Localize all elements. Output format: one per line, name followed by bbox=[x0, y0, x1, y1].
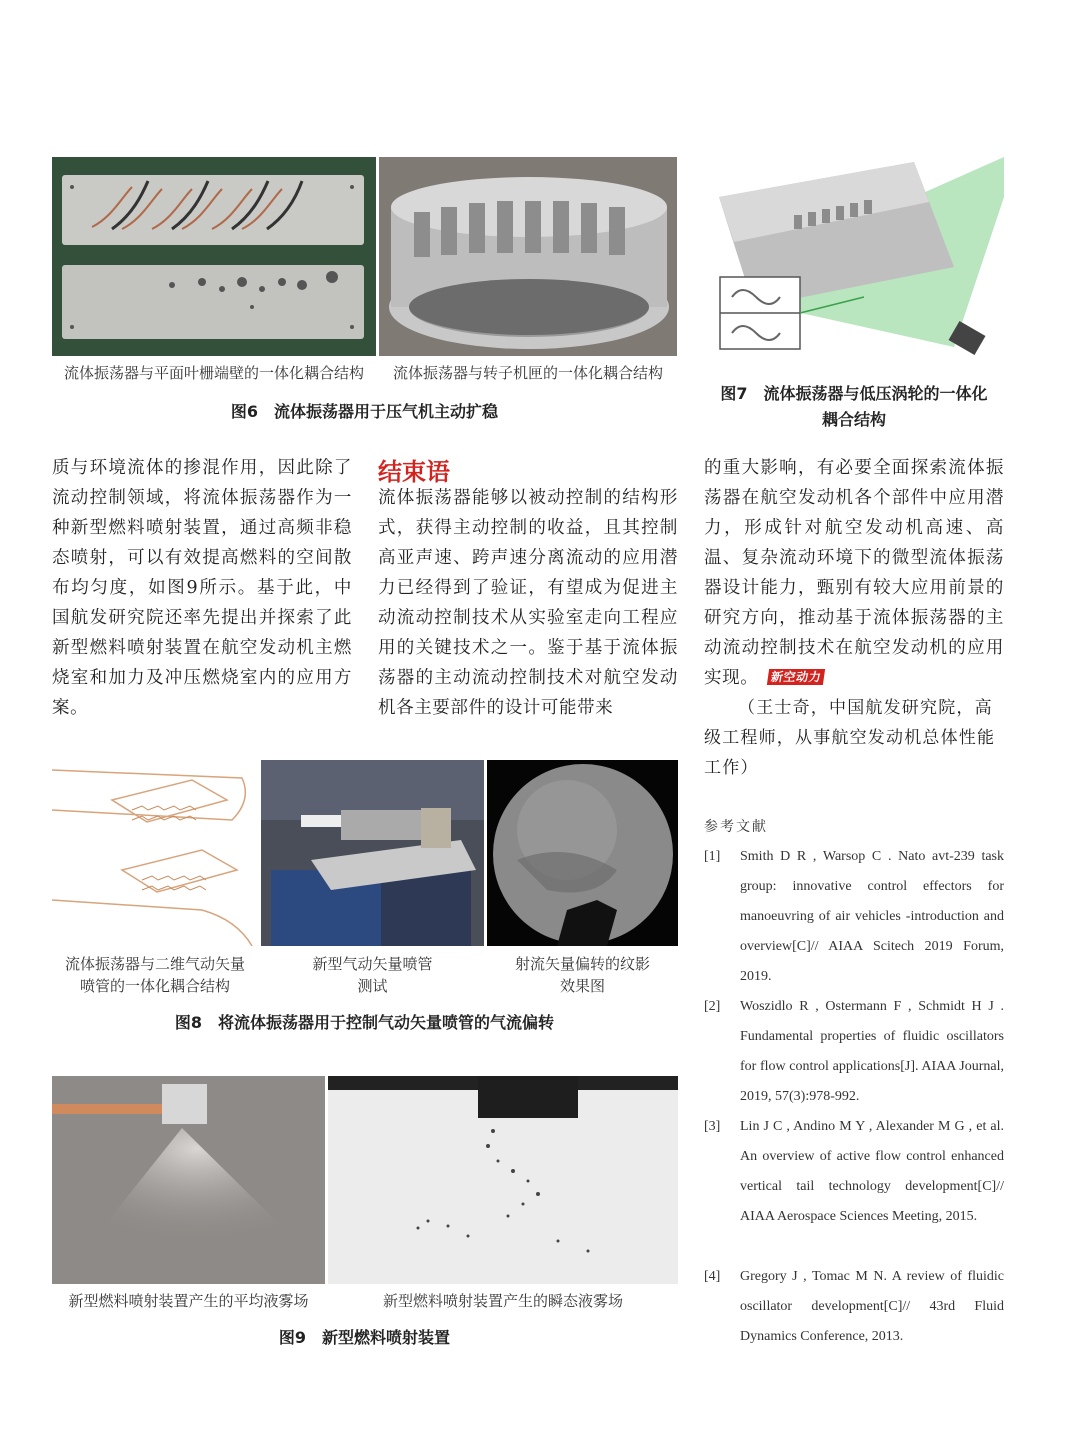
reference-item bbox=[704, 1112, 1004, 1232]
fig6-left-photo bbox=[52, 157, 376, 356]
fig6-right-photo bbox=[379, 157, 677, 356]
fig8-caption-1-line1: 流体振荡器与二维气动矢量 bbox=[64, 955, 245, 973]
fig7-image bbox=[714, 157, 1004, 372]
author-note: （王士奇，中国航发研究院，高级工程师，从事航空发动机总体性能工作） bbox=[704, 698, 996, 778]
fig8-caption-3-line2: 效果图 bbox=[559, 977, 605, 995]
reference-text: Lin J C , Andino M Y , Alexander M G , et al. An overview of active flow control enhanced vertical tail technology development[C]// AIAA Aerospace Sciences Meeting, 2015. bbox=[740, 1119, 1004, 1224]
column3-text bbox=[704, 453, 1004, 693]
fig8-caption-2-line1: 新型气动矢量喷管 bbox=[312, 955, 433, 973]
fig8-title: 图8 将流体振荡器用于控制气动矢量喷管的气流偏转 bbox=[174, 1013, 555, 1032]
fig7-title-line1: 图7 流体振荡器与低压涡轮的一体化 bbox=[720, 384, 988, 403]
fig6-right-caption: 流体振荡器与转子机匣的一体化耦合结构 bbox=[392, 364, 663, 382]
fig8-right-schlieren bbox=[487, 760, 678, 946]
fig9-right-photo bbox=[328, 1076, 678, 1284]
fig9-right-caption: 新型燃料喷射装置产生的瞬态液雾场 bbox=[382, 1292, 623, 1310]
reference-number: [1] bbox=[704, 849, 721, 864]
fig9-title: 图9 新型燃料喷射装置 bbox=[278, 1328, 451, 1347]
references-heading: 参考文献 bbox=[704, 819, 768, 835]
column3-paragraph: 的重大影响，有必要全面探索流体振荡器在航空发动机各个部件中应用潜力，形成针对航空发动机高速、高温、复杂流动环境下的微型流体振荡器设计能力，甄别有较大应用前景的研究方向，推动基于流体振荡器的主动流动控制技术在航空发动机的应用实现。 bbox=[704, 458, 1004, 688]
conclusion-text: 流体振荡器能够以被动控制的结构形式，获得主动控制的收益，且其控制高亚声速、跨声速分离流动的应用潜力已经得到了验证，有望成为促进主动流动控制技术从实验室走向工程应用的关键技术之一。鉴于基于流体振荡器的主动流动控制技术对航空发动机各主要部件的设计可能带来 bbox=[378, 488, 678, 718]
fig8-caption-2-line2: 测试 bbox=[357, 977, 388, 995]
reference-text: Gregory J , Tomac M N. A review of fluidic oscillator development[C]// 43rd Fluid Dynamics Conference, 2013. bbox=[740, 1269, 1004, 1344]
reference-number: [3] bbox=[704, 1119, 721, 1134]
fig8-caption-1-line2: 喷管的一体化耦合结构 bbox=[79, 977, 230, 995]
reference-text: Woszidlo R , Ostermann F , Schmidt H J . Fundamental properties of fluidic oscillators for flow control applications[J]. AIAA Journal, 2019, 57(3):978-992. bbox=[740, 999, 1004, 1104]
fig6-left-caption: 流体振荡器与平面叶栅端壁的一体化耦合结构 bbox=[63, 364, 364, 382]
fig9-left-photo bbox=[52, 1076, 325, 1284]
reference-item bbox=[704, 1262, 1004, 1352]
fig8-middle-photo bbox=[261, 760, 484, 946]
reference-number: [4] bbox=[704, 1269, 721, 1284]
brand-tag: 新空动力 bbox=[767, 669, 826, 685]
fig6-title: 图6 流体振荡器用于压气机主动扩稳 bbox=[230, 402, 499, 421]
reference-text: Smith D R , Warsop C . Nato avt-239 task group: innovative control effectors for manoeuvring of air vehicles -introduction and overview[C]// AIAA Scitech 2019 Forum, 2019. bbox=[740, 849, 1004, 984]
fig8-left-drawing bbox=[52, 760, 258, 946]
conclusion-heading: 结束语 bbox=[378, 458, 450, 486]
reference-item bbox=[704, 992, 1004, 1112]
fig7-title-line2: 耦合结构 bbox=[821, 410, 886, 429]
fig8-caption-3-line1: 射流矢量偏转的纹影 bbox=[514, 955, 650, 973]
reference-item bbox=[704, 842, 1004, 992]
column1-text: 质与环境流体的掺混作用，因此除了流动控制领域，将流体振荡器作为一种新型燃料喷射装置，通过高频非稳态喷射，可以有效提高燃料的空间散布均匀度，如图9所示。基于此，中国航发研究院还率先提出并探索了此新型燃料喷射装置在航空发动机主燃烧室和加力及冲压燃烧室内的应用方案。 bbox=[52, 458, 352, 718]
reference-number: [2] bbox=[704, 999, 721, 1014]
fig9-left-caption: 新型燃料喷射装置产生的平均液雾场 bbox=[68, 1292, 309, 1310]
